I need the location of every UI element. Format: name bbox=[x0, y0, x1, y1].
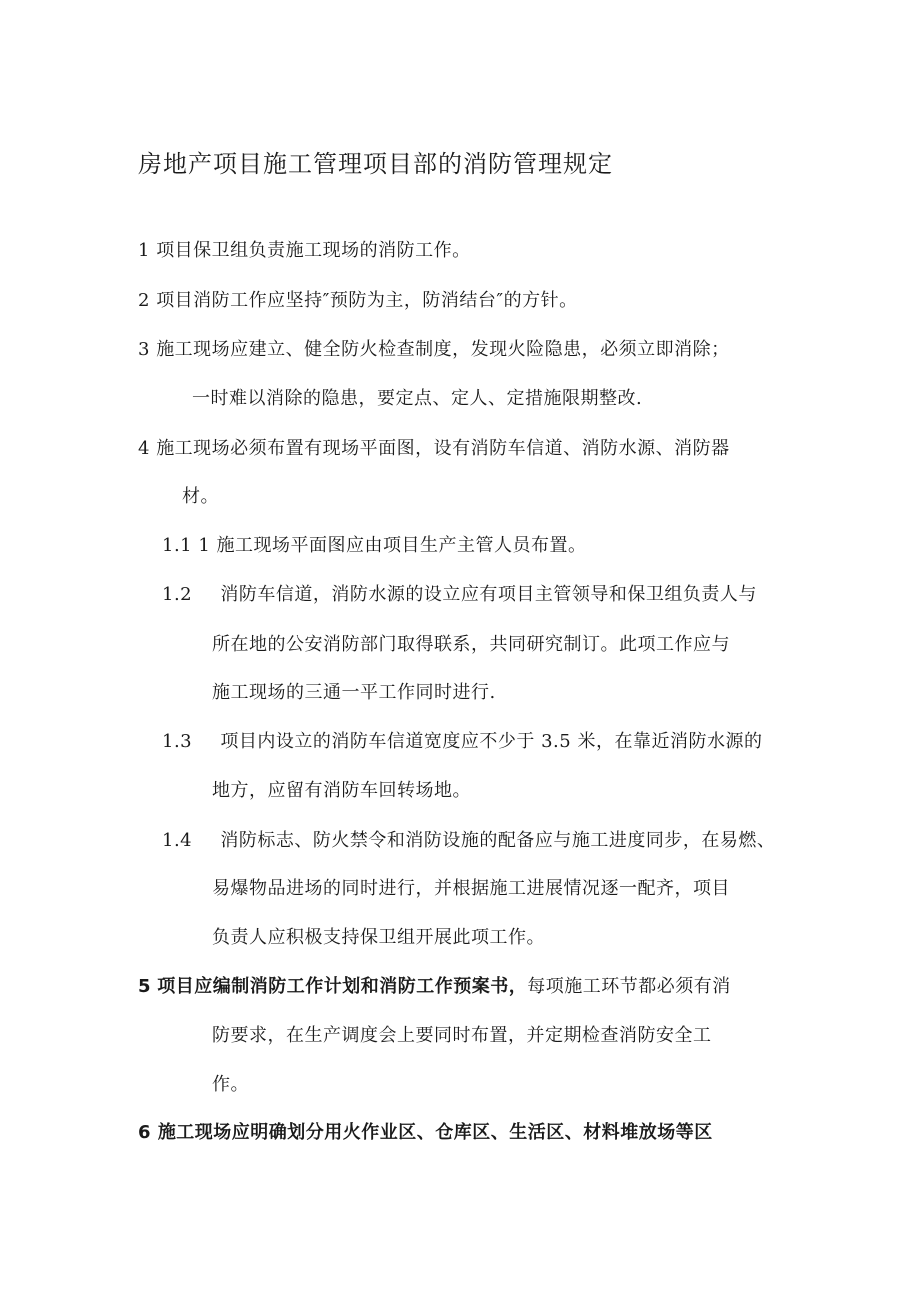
item-5-continuation: 防要求，在生产调度会上要同时布置，并定期检查消防安全工 bbox=[212, 1025, 712, 1046]
sub-item-text: 消防标志、防火禁令和消防设施的配备应与施工进度同步，在易燃、 bbox=[220, 830, 776, 851]
sub-item-number: 1.4 bbox=[162, 830, 193, 851]
list-item-4 bbox=[138, 434, 730, 460]
item-number: 6 bbox=[138, 1122, 152, 1143]
sub-item-1-2 bbox=[162, 580, 757, 606]
list-item-2 bbox=[138, 286, 578, 312]
sub-item-1-4-continuation: 负责人应积极支持保卫组开展此项工作。 bbox=[212, 927, 545, 948]
item-bold-text: 项目应编制消防工作计划和消防工作预案书， bbox=[157, 976, 528, 997]
sub-item-1-3-continuation: 地方，应留有消防车回转场地。 bbox=[212, 780, 471, 801]
item-3-continuation: 一时难以消除的隐患，要定点、定人、定措施限期整改. bbox=[192, 388, 643, 409]
item-number: 3 bbox=[138, 339, 150, 360]
list-item-5 bbox=[138, 972, 731, 998]
item-number: 2 bbox=[138, 290, 150, 311]
item-text: 项目消防工作应坚持″预防为主，防消结台″的方针。 bbox=[156, 290, 578, 311]
item-text: 施工现场必须布置有现场平面图，设有消防车信道、消防水源、消防器 bbox=[156, 438, 730, 459]
item-text: 施工现场应建立、健全防火检查制度，发现火险隐患，必须立即消除； bbox=[156, 339, 730, 360]
sub-item-1-4-continuation: 易爆物品进场的同时进行，并根据施工进展情况逐一配齐，项目 bbox=[212, 878, 730, 899]
item-number: 4 bbox=[138, 438, 150, 459]
sub-item-number: 1.1 1 bbox=[162, 535, 211, 556]
sub-item-number: 1.2 bbox=[162, 584, 193, 605]
list-item-6 bbox=[138, 1118, 713, 1144]
item-4-continuation: 材。 bbox=[182, 486, 219, 507]
list-item-1 bbox=[138, 236, 471, 262]
sub-item-1-3 bbox=[162, 727, 762, 753]
sub-item-text: 项目内设立的消防车信道宽度应不少于 3.5 米，在靠近消防水源的 bbox=[220, 731, 763, 752]
list-item-3 bbox=[138, 335, 730, 361]
item-number: 1 bbox=[138, 240, 150, 261]
item-5-continuation: 作。 bbox=[212, 1074, 249, 1095]
sub-item-number: 1.3 bbox=[162, 731, 193, 752]
sub-item-1-1 bbox=[162, 531, 587, 557]
item-text: 施工现场应明确划分用火作业区、仓库区、生活区、材料堆放场等区 bbox=[157, 1122, 713, 1143]
item-text: 每项施工环节都必须有消 bbox=[527, 976, 731, 997]
item-text: 项目保卫组负责施工现场的消防工作。 bbox=[156, 240, 471, 261]
document-title: 房地产项目施工管理项目部的消防管理规定 bbox=[138, 150, 613, 178]
sub-item-1-4 bbox=[162, 826, 775, 852]
item-number: 5 bbox=[138, 976, 152, 997]
sub-item-text: 施工现场平面图应由项目生产主管人员布置。 bbox=[216, 535, 587, 556]
sub-item-1-2-continuation: 所在地的公安消防部门取得联系，共同研究制订。此项工作应与 bbox=[212, 634, 730, 655]
sub-item-1-2-continuation: 施工现场的三通一平工作同时进行. bbox=[212, 682, 496, 703]
sub-item-text: 消防车信道，消防水源的设立应有项目主管领导和保卫组负责人与 bbox=[220, 584, 757, 605]
